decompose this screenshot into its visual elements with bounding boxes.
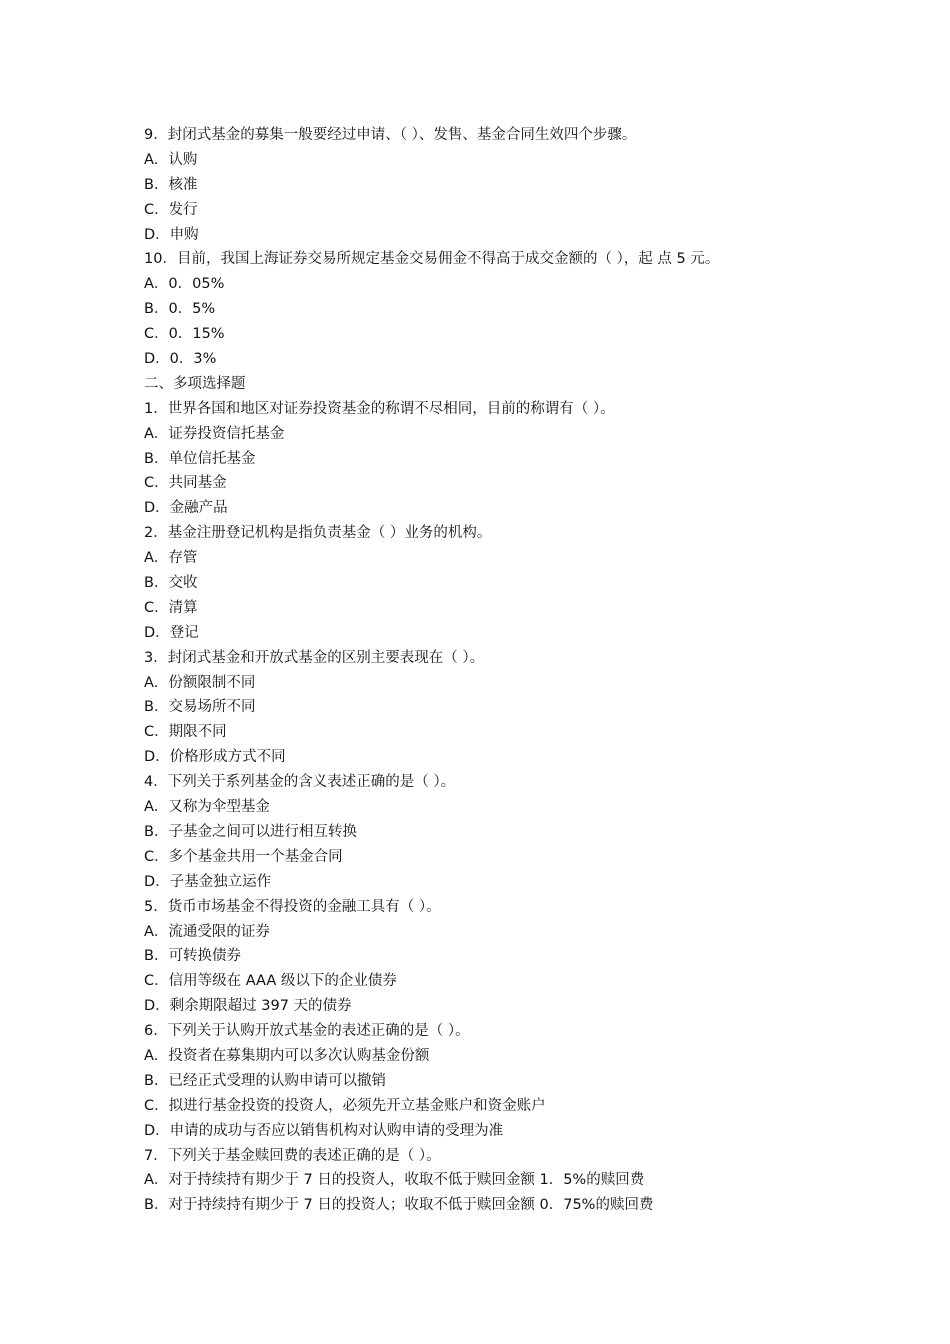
option-c: C．共同基金: [144, 475, 227, 492]
option-b: B．交易场所不同: [144, 699, 256, 716]
option-c: C．期限不同: [144, 724, 227, 741]
option-d: D．剩余期限超过 397 天的债券: [144, 998, 352, 1015]
question-10: 10．目前，我国上海证券交易所规定基金交易佣金不得高于成交金额的（ ），起 点 5 元。: [144, 251, 720, 268]
option-a: A．存管: [144, 550, 198, 567]
option-d: D．申请的成功与否应以销售机构对认购申请的受理为准: [144, 1122, 504, 1139]
option-c: C．发行: [144, 201, 198, 218]
option-c: C．信用等级在 AAA 级以下的企业债券: [144, 973, 397, 990]
question-1: 1．世界各国和地区对证券投资基金的称谓不尽相同，目前的称谓有（ ）。: [144, 400, 615, 417]
question-3: 3．封闭式基金和开放式基金的区别主要表现在（ ）。: [144, 649, 485, 666]
option-a: A．流通受限的证券: [144, 923, 270, 940]
question-9: 9．封闭式基金的募集一般要经过申请、（ ）、发售、基金合同生效四个步骤。: [144, 127, 637, 143]
option-d: D．登记: [144, 624, 199, 641]
option-b: B．对于持续持有期少于 7 日的投资人；收取不低于赎回金额 0．75%的赎回费: [144, 1197, 654, 1214]
option-a: A．投资者在募集期内可以多次认购基金份额: [144, 1047, 430, 1064]
option-a: A．份额限制不同: [144, 674, 256, 691]
question-4: 4．下列关于系列基金的含义表述正确的是（ ）。: [144, 774, 456, 791]
option-b: B．核准: [144, 176, 198, 193]
option-c: C．清算: [144, 599, 198, 616]
option-a: A．对于持续持有期少于 7 日的投资人，收取不低于赎回金额 1．5%的赎回费: [144, 1172, 645, 1189]
option-b: B．可转换债券: [144, 948, 241, 965]
option-d: D．金融产品: [144, 500, 228, 517]
option-b: B．已经正式受理的认购申请可以撤销: [144, 1072, 386, 1089]
option-d: D．价格形成方式不同: [144, 749, 286, 766]
option-d: D．申购: [144, 226, 199, 243]
question-7: 7．下列关于基金赎回费的表述正确的是（ ）。: [144, 1147, 441, 1164]
question-2: 2．基金注册登记机构是指负责基金（ ）业务的机构。: [144, 525, 492, 542]
option-b: B．交收: [144, 575, 198, 592]
document-body: [144, 123, 824, 1218]
option-a: A．0．05%: [144, 276, 225, 293]
option-b: B．单位信托基金: [144, 450, 256, 467]
question-6: 6．下列关于认购开放式基金的表述正确的是（ ）。: [144, 1023, 470, 1040]
option-b: B．子基金之间可以进行相互转换: [144, 823, 357, 840]
option-c: C．0．15%: [144, 326, 225, 343]
option-a: A．又称为伞型基金: [144, 799, 270, 816]
option-a: A．认购: [144, 151, 198, 168]
section-heading: 二、多项选择题: [144, 375, 246, 392]
option-d: D．子基金独立运作: [144, 873, 272, 890]
option-b: B．0．5%: [144, 301, 216, 318]
option-a: A．证券投资信托基金: [144, 425, 285, 442]
option-d: D．0．3%: [144, 351, 217, 368]
question-5: 5．货币市场基金不得投资的金融工具有（ ）。: [144, 898, 441, 915]
option-c: C．拟进行基金投资的投资人，必须先开立基金账户和资金账户: [144, 1097, 546, 1114]
option-c: C．多个基金共用一个基金合同: [144, 848, 343, 865]
